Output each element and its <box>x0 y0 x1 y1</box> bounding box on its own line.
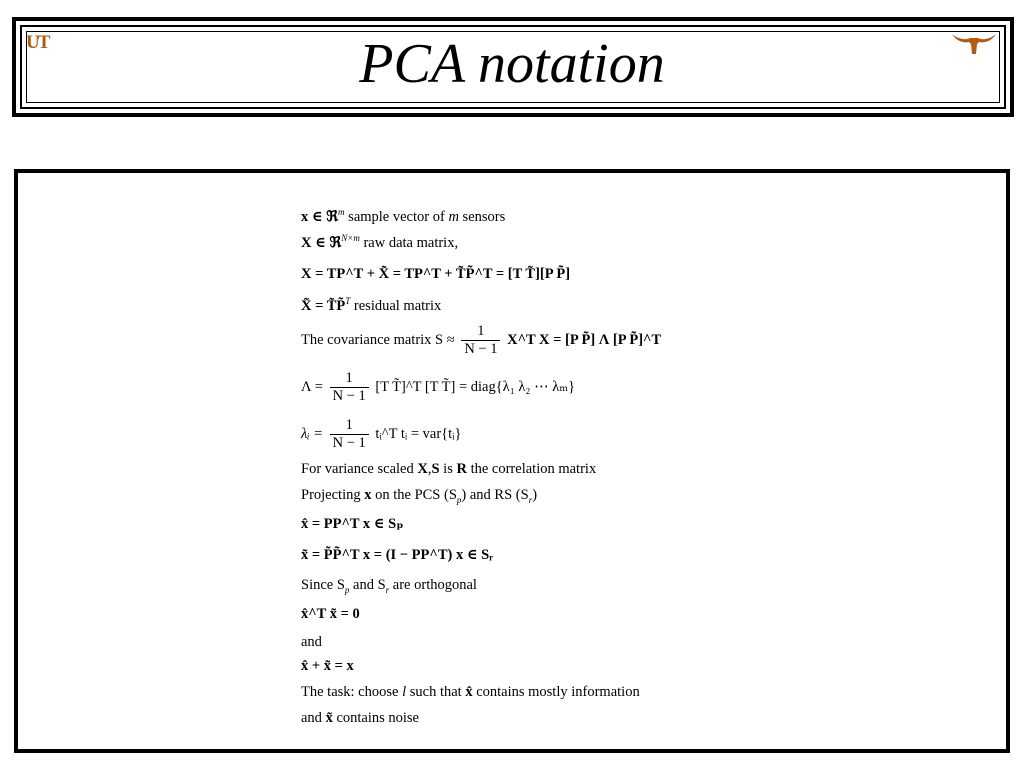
line-raw-data-matrix <box>301 234 458 253</box>
l16-e: contains mostly information <box>472 684 640 700</box>
line-lambda <box>301 370 575 405</box>
line-xhat-xtilde-zero <box>301 605 360 623</box>
l14-text: and <box>301 634 322 650</box>
l8-g: the correlation matrix <box>466 461 597 477</box>
line-sample-vector <box>301 208 505 227</box>
l1-m: m <box>448 209 459 225</box>
line-lambda-i <box>301 417 461 452</box>
line-covariance <box>301 323 661 358</box>
l2-text: raw data matrix, <box>359 235 459 251</box>
l4-symbol: X̃ = T̃P̃ <box>301 298 346 314</box>
l16-a: The task: choose <box>301 684 403 700</box>
l8-d: S <box>431 461 440 477</box>
l5-num: 1 <box>461 323 500 341</box>
l8-e: is <box>439 461 457 477</box>
l2-sup: N×m <box>341 233 360 243</box>
l1-sup: m <box>338 207 345 217</box>
ut-logo: UT <box>26 32 49 53</box>
line-xhat <box>301 515 403 533</box>
l6-den: N − 1 <box>332 388 366 404</box>
l8-b: X <box>417 461 428 477</box>
l9-c: on the PCS (S <box>371 487 457 503</box>
l10-equation: x̂ = PP^T x ∈ Sₚ <box>301 516 404 532</box>
l6-equation: [T T̃]^T [T T̃] = diag{λ₁ λ₂ ⋯ λₘ} <box>375 378 576 395</box>
l15-equation: x̂ + x̃ = x <box>301 658 354 674</box>
l17-xtilde: x̃ <box>325 710 333 726</box>
l6-text: Λ = <box>301 378 323 395</box>
l5-fraction <box>461 323 500 358</box>
l1-symbol: x ∈ ℜ <box>301 209 339 225</box>
l12-c: are orthogonal <box>389 577 477 593</box>
l12-sub-p: p <box>344 585 350 595</box>
l8-a: For variance scaled <box>301 461 418 477</box>
l9-e: ) <box>532 487 538 503</box>
l7-fraction <box>330 417 369 452</box>
l17-c: contains noise <box>332 710 419 726</box>
l12-b: and S <box>349 577 386 593</box>
l7-equation: tᵢ^T tᵢ = var{tᵢ} <box>375 425 462 442</box>
line-xtilde <box>301 546 493 564</box>
l12-a: Since S <box>301 577 345 593</box>
l8-f: R <box>456 461 467 477</box>
l16-l: l <box>402 684 407 700</box>
line-noise <box>301 709 419 727</box>
l12-sub-r: r <box>385 585 390 595</box>
l16-c: such that <box>406 684 466 700</box>
l5-text: The covariance matrix S ≈ <box>301 331 455 348</box>
l16-xhat: x̂ <box>465 684 473 700</box>
page-title: PCA notation <box>359 33 665 95</box>
line-orthogonal <box>301 576 477 595</box>
l7-den: N − 1 <box>332 435 366 451</box>
line-residual-matrix <box>301 297 441 316</box>
l3-equation: X = TP^T + X̃ = TP^T + T̃P̃^T = [T T̃][P P̃] <box>301 266 571 282</box>
line-variance-scaled <box>301 460 596 478</box>
l9-b: x <box>364 487 372 503</box>
l2-symbol: X ∈ ℜ <box>301 235 342 251</box>
l1-text2: sensors <box>458 209 506 225</box>
l11-equation: x̃ = P̃P̃^T x = (I − PP^T) x ∈ Sᵣ <box>301 547 493 563</box>
l6-fraction <box>330 370 369 405</box>
l7-num: 1 <box>330 417 369 435</box>
line-sum <box>301 657 354 675</box>
l9-a: Projecting <box>301 487 365 503</box>
l1-text: sample vector of <box>344 209 449 225</box>
l5-den: N − 1 <box>464 341 498 357</box>
l9-sub-p: p <box>456 495 462 505</box>
line-projecting <box>301 486 537 505</box>
l6-num: 1 <box>330 370 369 388</box>
l7-text: λᵢ = <box>301 425 323 442</box>
l5-equation: X^T X = [P P̃] Λ [P P̃]^T <box>507 331 662 348</box>
l8-c: , <box>427 461 432 477</box>
l9-sub-r: r <box>528 495 533 505</box>
l17-a: and <box>301 710 326 726</box>
line-and <box>301 633 322 651</box>
line-task <box>301 683 640 701</box>
l9-d: ) and RS (S <box>461 487 529 503</box>
l4-sup: T <box>345 296 351 306</box>
l13-equation: x̂^T x̃ = 0 <box>301 606 360 622</box>
l4-text: residual matrix <box>350 298 442 314</box>
line-decomposition <box>301 265 570 283</box>
